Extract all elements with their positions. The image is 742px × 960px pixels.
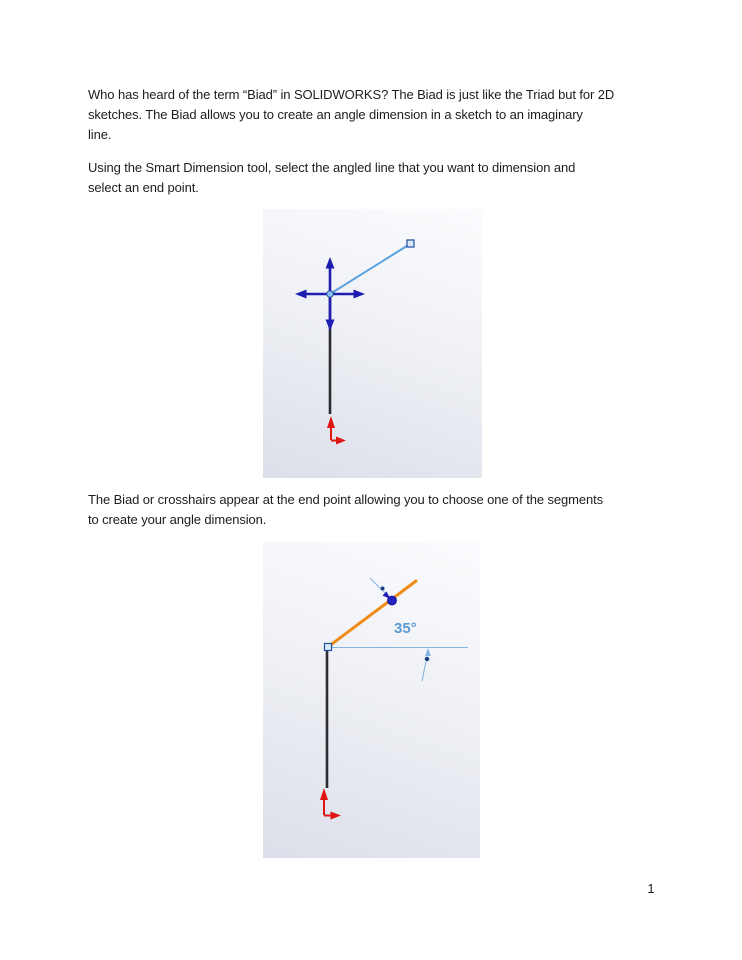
- selection-cursor: [370, 578, 391, 599]
- paragraph-line: to create your angle dimension.: [88, 512, 267, 527]
- sketch-origin-marker: [327, 416, 346, 445]
- selection-cursor-point: [380, 586, 385, 591]
- biad-down-arrow-icon: [326, 320, 335, 332]
- cad-viewport-2: [263, 542, 480, 858]
- paragraph-line: Who has heard of the term “Biad” in SOLIDWORKS? The Biad is just like the Triad but for 2D: [88, 87, 615, 102]
- selected-point: [388, 596, 397, 605]
- paragraph-smart-dimension: [88, 158, 575, 198]
- paragraph-intro: [88, 85, 614, 145]
- paragraph-line: sketches. The Biad allows you to create an angle dimension in a sketch to an imaginary: [88, 107, 583, 122]
- paragraph-biad-crosshairs: [88, 490, 603, 530]
- origin-right-arrow-icon: [331, 812, 342, 820]
- biad-crosshair: [295, 257, 365, 331]
- page-number: 1: [647, 881, 655, 896]
- cad-viewport-1: [263, 209, 482, 478]
- paragraph-line: line.: [88, 127, 112, 142]
- figure-angle-dimension-screenshot: [263, 542, 480, 858]
- paragraph-line: Using the Smart Dimension tool, select the angled line that you want to dimension and: [88, 160, 576, 175]
- biad-left-arrow-icon: [295, 290, 307, 299]
- dimension-cursor-point: [424, 656, 429, 661]
- paragraph-line: The Biad or crosshairs appear at the end point allowing you to choose one of the segments: [88, 492, 604, 507]
- line-endpoint-handle: [407, 240, 414, 247]
- sketch-origin-marker: [320, 788, 341, 820]
- angle-dimension-label: 35°: [394, 620, 417, 637]
- figure-endpoint-selection-screenshot: [263, 209, 482, 478]
- dimension-arrow-icon: [425, 648, 431, 656]
- dimension-leader: [422, 648, 431, 681]
- paragraph-line: select an end point.: [88, 180, 199, 195]
- origin-right-arrow-icon: [336, 437, 346, 445]
- biad-center-point: [327, 291, 334, 298]
- biad-up-arrow-icon: [326, 257, 335, 269]
- vertex-endpoint-handle: [325, 644, 332, 651]
- angled-sketch-line: [330, 244, 410, 294]
- biad-right-arrow-icon: [354, 290, 366, 299]
